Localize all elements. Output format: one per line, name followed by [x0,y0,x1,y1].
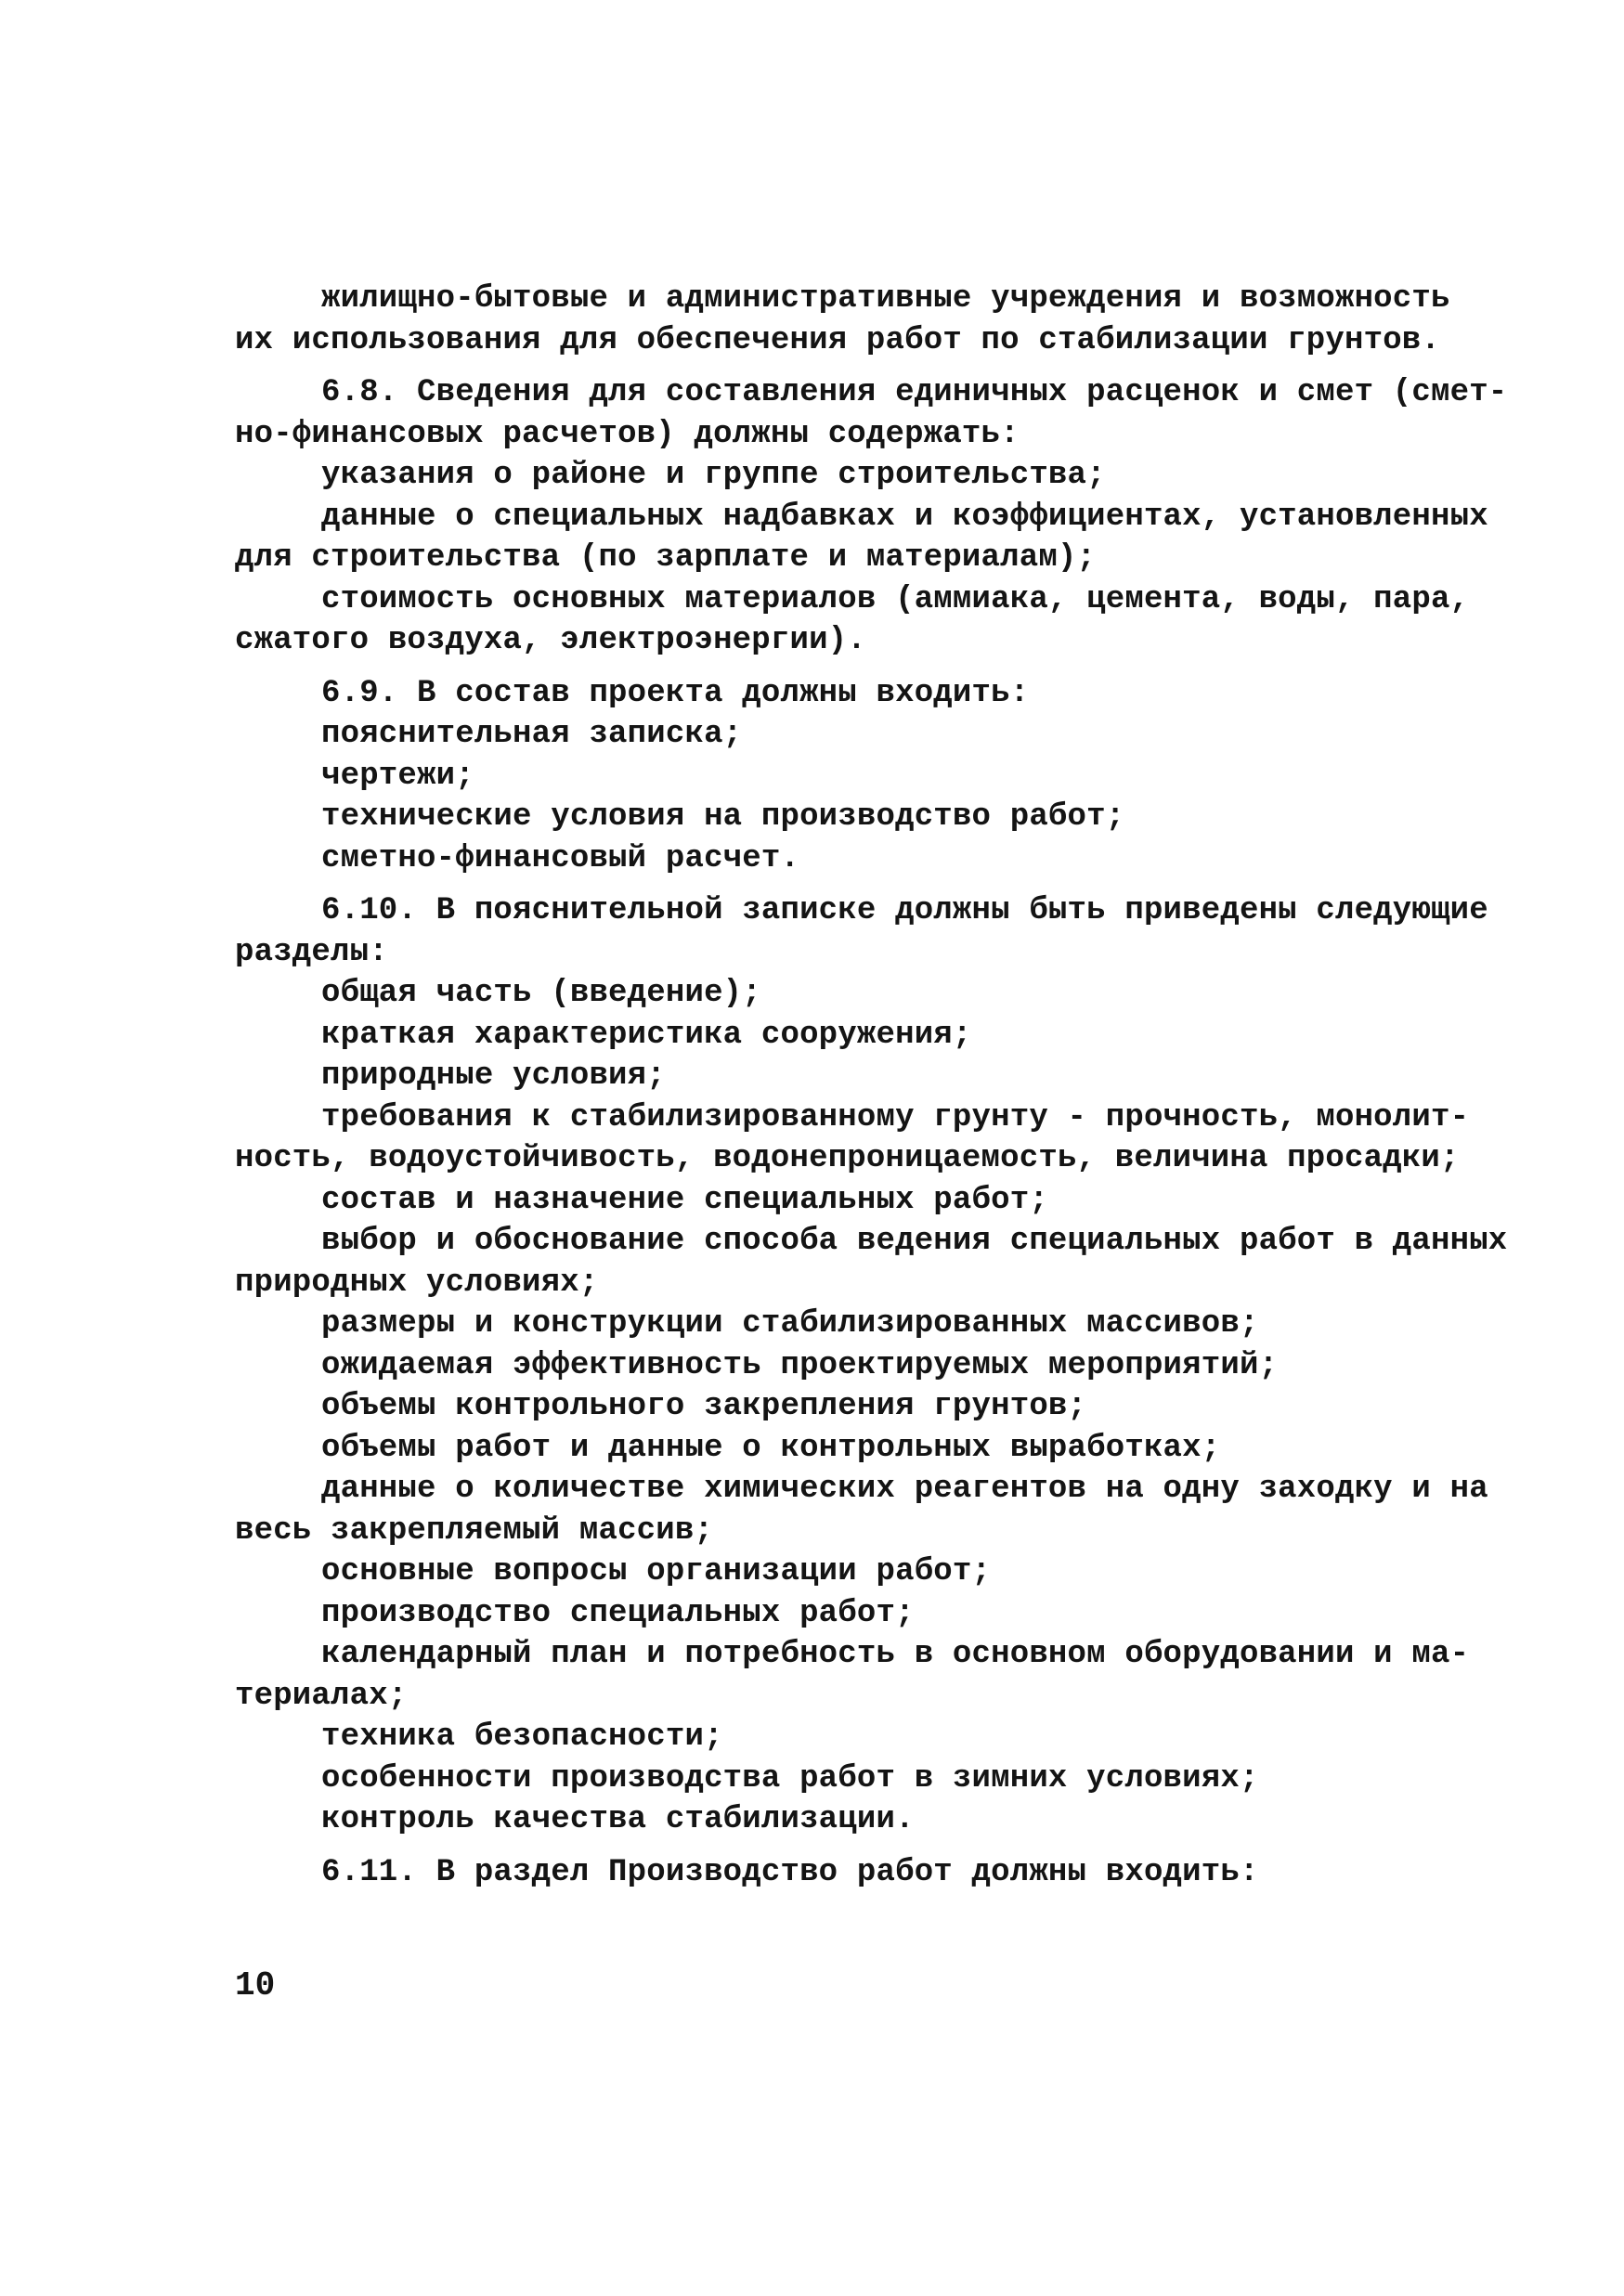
text-line: ожидаемая эффективность проектируемых мероприятий; [321,1347,1279,1383]
text-line: природные условия; [321,1058,666,1094]
text-line: краткая характеристика сооружения; [321,1017,972,1053]
text-line: сжатого воздуха, электроэнергии). [235,623,866,658]
text-line: 6.11. В раздел Производство работ должны входить: [321,1854,1259,1890]
text-line: объемы контрольного закрепления грунтов; [321,1389,1087,1424]
text-line: выбор и обоснование способа ведения специальных работ в данных [321,1224,1508,1259]
text-line: весь закрепляемый массив; [235,1512,714,1549]
text-line: календарный план и потребность в основном оборудовании и ма- [321,1637,1470,1672]
text-line: требования к стабилизированному грунту - прочность, монолит- [321,1099,1470,1135]
text-line: 6.9. В состав проекта должны входить: [321,675,1030,711]
text-line: производство специальных работ; [321,1595,915,1631]
text-line: данные о специальных надбавках и коэффициентах, установленных [321,499,1488,535]
text-line: стоимость основных материалов (аммиака, цемента, воды, пара, [321,581,1470,617]
text-line: природных условиях; [235,1265,599,1301]
text-line: техника безопасности; [321,1719,723,1755]
text-line: указания о районе и группе строительства; [321,458,1106,493]
text-line: териалах; [235,1678,408,1714]
text-line: 6.8. Сведения для составления единичных расценок и смет (смет- [321,375,1508,410]
text-line: но-финансовых расчетов) должны содержать: [235,416,1020,452]
text-line: 6.10. В пояснительной записке должны быть приведены следующие [321,893,1488,928]
text-line: разделы: [235,934,388,970]
text-line: основные вопросы организации работ; [321,1554,992,1589]
text-line: общая часть (введение); [321,976,761,1011]
document-body [235,279,1508,1893]
text-line: пояснительная записка; [321,717,743,752]
text-line: их использования для обеспечения работ по стабилизации грунтов. [235,322,1441,358]
text-line: технические условия на производство работ; [321,799,1125,835]
page-number: 10 [235,1966,276,2004]
text-line: жилищно-бытовые и административные учреждения и возможность [321,281,1450,317]
text-line: объемы работ и данные о контрольных выработках; [321,1430,1221,1466]
text-line: ность, водоустойчивость, водонепроницаемость, величина просадки; [235,1141,1460,1176]
text-line: сметно-финансовый расчет. [321,840,800,876]
text-line: состав и назначение специальных работ; [321,1182,1048,1218]
text-line: особенности производства работ в зимних условиях; [321,1760,1259,1797]
text-line: для строительства (по зарплате и материалам); [235,540,1097,576]
text-line: чертежи; [321,758,474,794]
text-line: данные о количестве химических реагентов на одну заходку и на [321,1472,1488,1507]
text-line: контроль качества стабилизации. [321,1802,915,1837]
text-line: размеры и конструкции стабилизированных массивов; [321,1306,1259,1342]
